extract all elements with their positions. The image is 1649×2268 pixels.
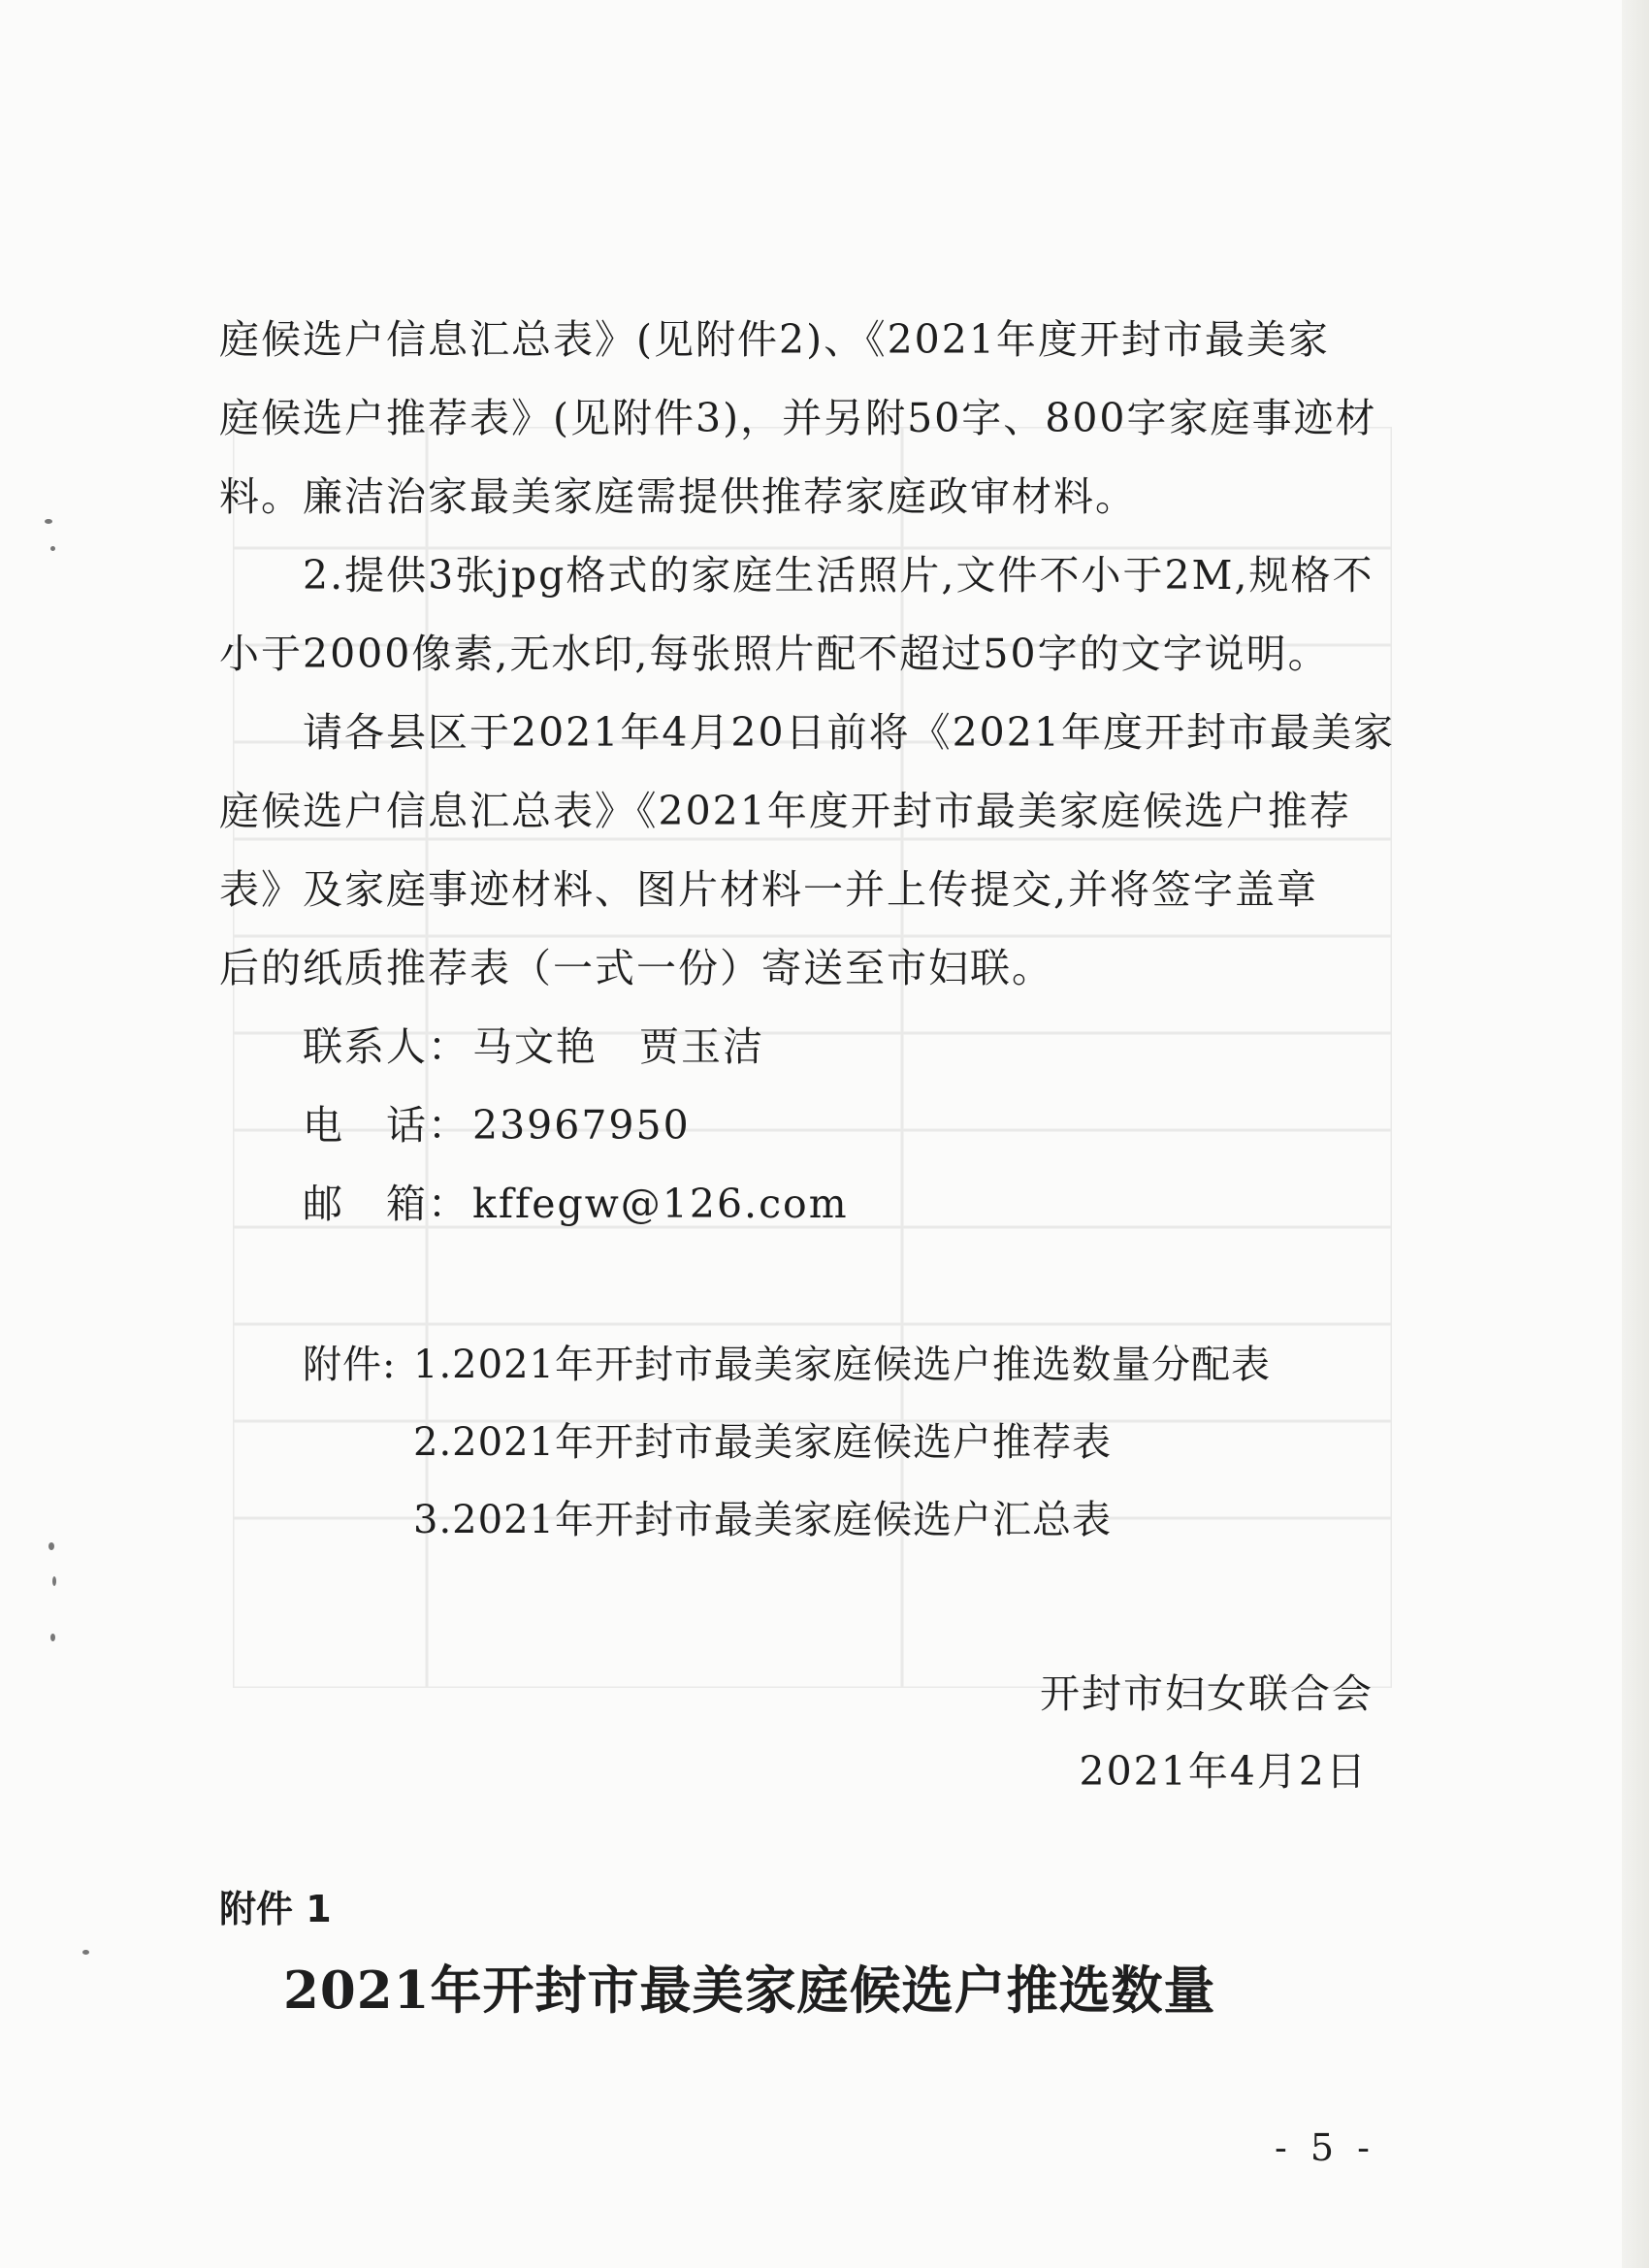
- text-line: 庭候选户信息汇总表》《2021年度开封市最美家庭候选户推荐: [219, 788, 1351, 834]
- contact-phone-label: 电 话：: [303, 1102, 469, 1149]
- attachment-item-3: 3.2021年开封市最美家庭候选户汇总表: [413, 1498, 1112, 1542]
- scan-speck: [52, 1576, 56, 1586]
- paragraph-photo-requirements: [219, 536, 1374, 694]
- contact-email-label: 邮 箱：: [303, 1181, 469, 1227]
- scan-speck: [82, 1950, 89, 1955]
- contact-phone-value: 23967950: [472, 1102, 691, 1149]
- text-line: 后的纸质推荐表（一式一份）寄送至市妇联。: [219, 945, 1053, 991]
- contact-person-label: 联系人：: [303, 1023, 469, 1070]
- paragraph-submission-materials: [219, 301, 1377, 536]
- text-line: 表》及家庭事迹材料、图片材料一并上传提交,并将签字盖章: [219, 866, 1319, 913]
- text-line: 2.提供3张jpg格式的家庭生活照片,文件不小于2M,规格不: [303, 552, 1374, 599]
- text-line: 小于2000像素,无水印,每张照片配不超过50字的文字说明。: [219, 631, 1330, 677]
- contact-phone: [303, 1086, 691, 1165]
- scan-speck: [45, 519, 52, 524]
- appendix-label: 附件 1: [219, 1888, 332, 1930]
- scan-speck: [48, 1542, 54, 1550]
- contact-person: [303, 1008, 764, 1086]
- contact-email: [303, 1165, 849, 1244]
- contact-email-value: kffegw@126.com: [472, 1181, 849, 1227]
- scan-speck: [50, 1634, 55, 1641]
- paragraph-deadline: [219, 694, 1395, 1008]
- text-line: 庭候选户信息汇总表》(见附件2)、《2021年度开封市最美家: [219, 316, 1330, 363]
- scan-speck: [50, 546, 55, 551]
- contact-person-value: 马文艳 贾玉洁: [472, 1023, 764, 1070]
- attachment-item-2: 2.2021年开封市最美家庭候选户推荐表: [413, 1420, 1112, 1465]
- text-line: 请各县区于2021年4月20日前将《2021年度开封市最美家: [303, 709, 1395, 756]
- page-edge-shadow: [1622, 0, 1649, 2268]
- text-line: 庭候选户推荐表》(见附件3)，并另附50字、800字家庭事迹材: [219, 395, 1377, 441]
- attachment-item-1: 1.2021年开封市最美家庭候选户推选数量分配表: [413, 1343, 1271, 1387]
- page-number: - 5 -: [1274, 2126, 1375, 2169]
- text-line: 料。廉洁治家最美家庭需提供推荐家庭政审材料。: [219, 473, 1137, 520]
- signature-date: 2021年4月2日: [1079, 1748, 1368, 1795]
- signature-organization: 开封市妇女联合会: [1040, 1670, 1374, 1717]
- appendix-title: 2021年开封市最美家庭候选户推选数量: [283, 1960, 1216, 2021]
- attachments-label: 附件:: [303, 1343, 397, 1387]
